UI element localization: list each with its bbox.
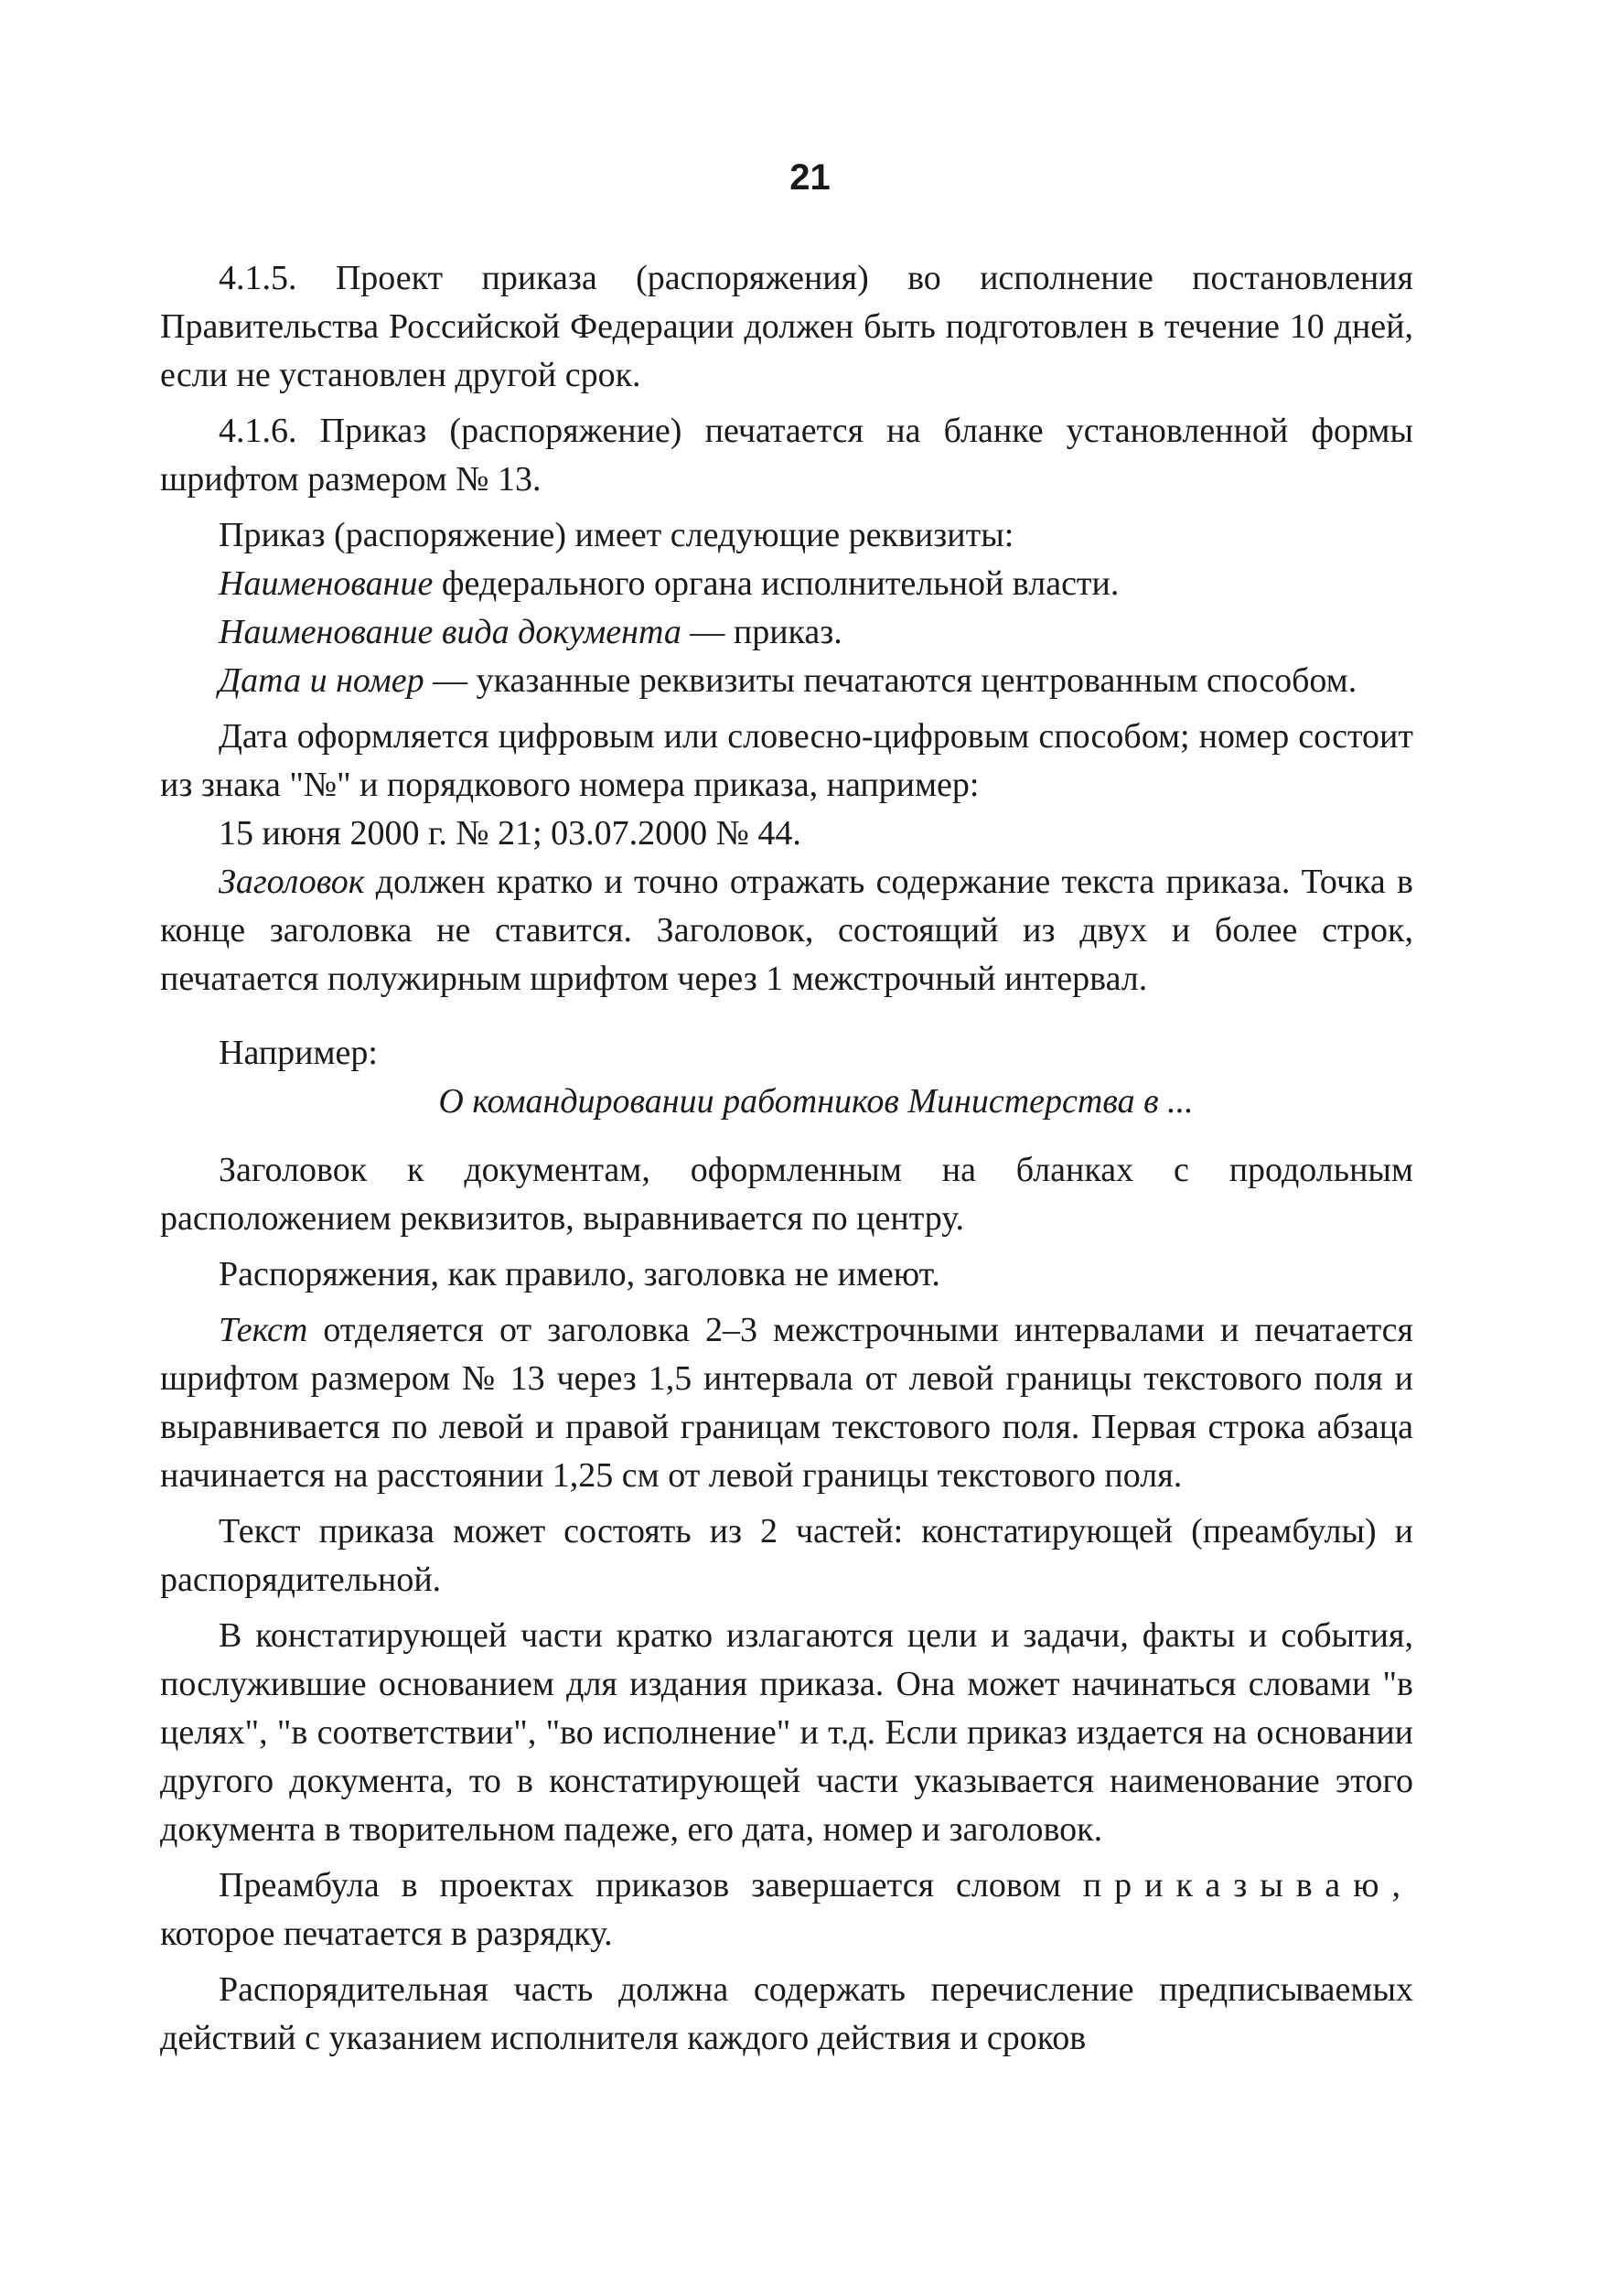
paragraph-requisite-organ: [160, 560, 1413, 608]
paragraph-4-1-6: 4.1.6. Приказ (распоряжение) печатается на бланке установленной формы шрифтом размером № 13.: [160, 412, 1413, 499]
paragraph-operative-part: Распорядительная часть должна содержать перечисление предписываемых действий с указанием исполнителя каждого действия и сроков: [160, 1970, 1413, 2057]
requisite-term: Наименование: [219, 564, 434, 603]
paragraph-heading-align: Заголовок к документам, оформленным на бланках с продольным расположением реквизитов, выравнивается по центру.: [160, 1151, 1413, 1238]
requisite-term: Дата и номер: [219, 661, 424, 700]
preamble-text-end: которое печатается в разрядку.: [160, 1915, 613, 1953]
requisite-text: должен кратко и точно отражать содержание текста приказа. Точка в конце заголовка не ставится. Заголовок, состоящий из двух и более строк, печатается полужирным шрифтом через 1 межстрочный интервал.: [160, 863, 1413, 998]
paragraph-orders-no-heading: Распоряжения, как правило, заголовка не имеют.: [219, 1255, 940, 1293]
document-body: [160, 254, 1413, 2063]
requisite-term: Наименование вида документа: [219, 613, 681, 651]
paragraph-date-format: Дата оформляется цифровым или словесно-цифровым способом; номер состоит из знака "№" и порядкового номера приказа, например:: [160, 717, 1413, 804]
requisite-text: — приказ.: [681, 613, 842, 651]
paragraph-heading-rules: [160, 858, 1413, 1003]
paragraph-requisite-date: [160, 657, 1413, 705]
requisite-text: отделяется от заголовка 2–3 межстрочными интервалами и печатается шрифтом размером № 13 через 1,5 интервала от левой границы текстового поля и выравнивается по левой и правой границам текстового поля. Первая строка абзаца начинается на расстоянии 1,25 см от левой границы текстового поля.: [160, 1311, 1413, 1495]
requisite-term: Текст: [219, 1311, 308, 1349]
example-heading: О командировании работников Министерства в ...: [438, 1082, 1194, 1121]
preamble-text-start: Преамбула в проектах приказов завершается словом: [219, 1866, 1083, 1904]
paragraph-requisites-intro: Приказ (распоряжение) имеет следующие реквизиты:: [219, 516, 1014, 554]
paragraph-preamble-end: [160, 1861, 1413, 1958]
page-number: 21: [789, 157, 831, 198]
paragraph-preamble-description: В констатирующей части кратко излагаются цели и задачи, факты и события, послужившие основанием для издания приказа. Она может начинаться словами "в целях", "в соответствии", "во исполнение" и т.д. Если приказ издается на основании другого документа, то в констатирующей части указывается наименование этого документа в творительном падеже, его дата, номер и заголовок.: [160, 1616, 1413, 1849]
paragraph-text-rules: [160, 1306, 1413, 1500]
requisite-term: Заголовок: [219, 863, 365, 901]
paragraph-date-example: 15 июня 2000 г. № 21; 03.07.2000 № 44.: [219, 814, 801, 853]
paragraph-requisite-doc-type: [160, 608, 1413, 657]
requisite-text: — указанные реквизиты печатаются центрованным способом.: [424, 661, 1357, 700]
spaced-word: приказываю,: [1082, 1866, 1413, 1904]
paragraph-example-label: Например:: [219, 1034, 378, 1072]
paragraph-4-1-5: 4.1.5. Проект приказа (распоряжения) во исполнение постановления Правительства Российской Федерации должен быть подготовлен в течение 10 дней, если не установлен другой срок.: [160, 259, 1413, 394]
paragraph-text-parts: Текст приказа может состоять из 2 частей: констатирующей (преамбулы) и распорядительной.: [160, 1512, 1413, 1599]
requisite-text: федерального органа исполнительной власти.: [433, 564, 1120, 603]
